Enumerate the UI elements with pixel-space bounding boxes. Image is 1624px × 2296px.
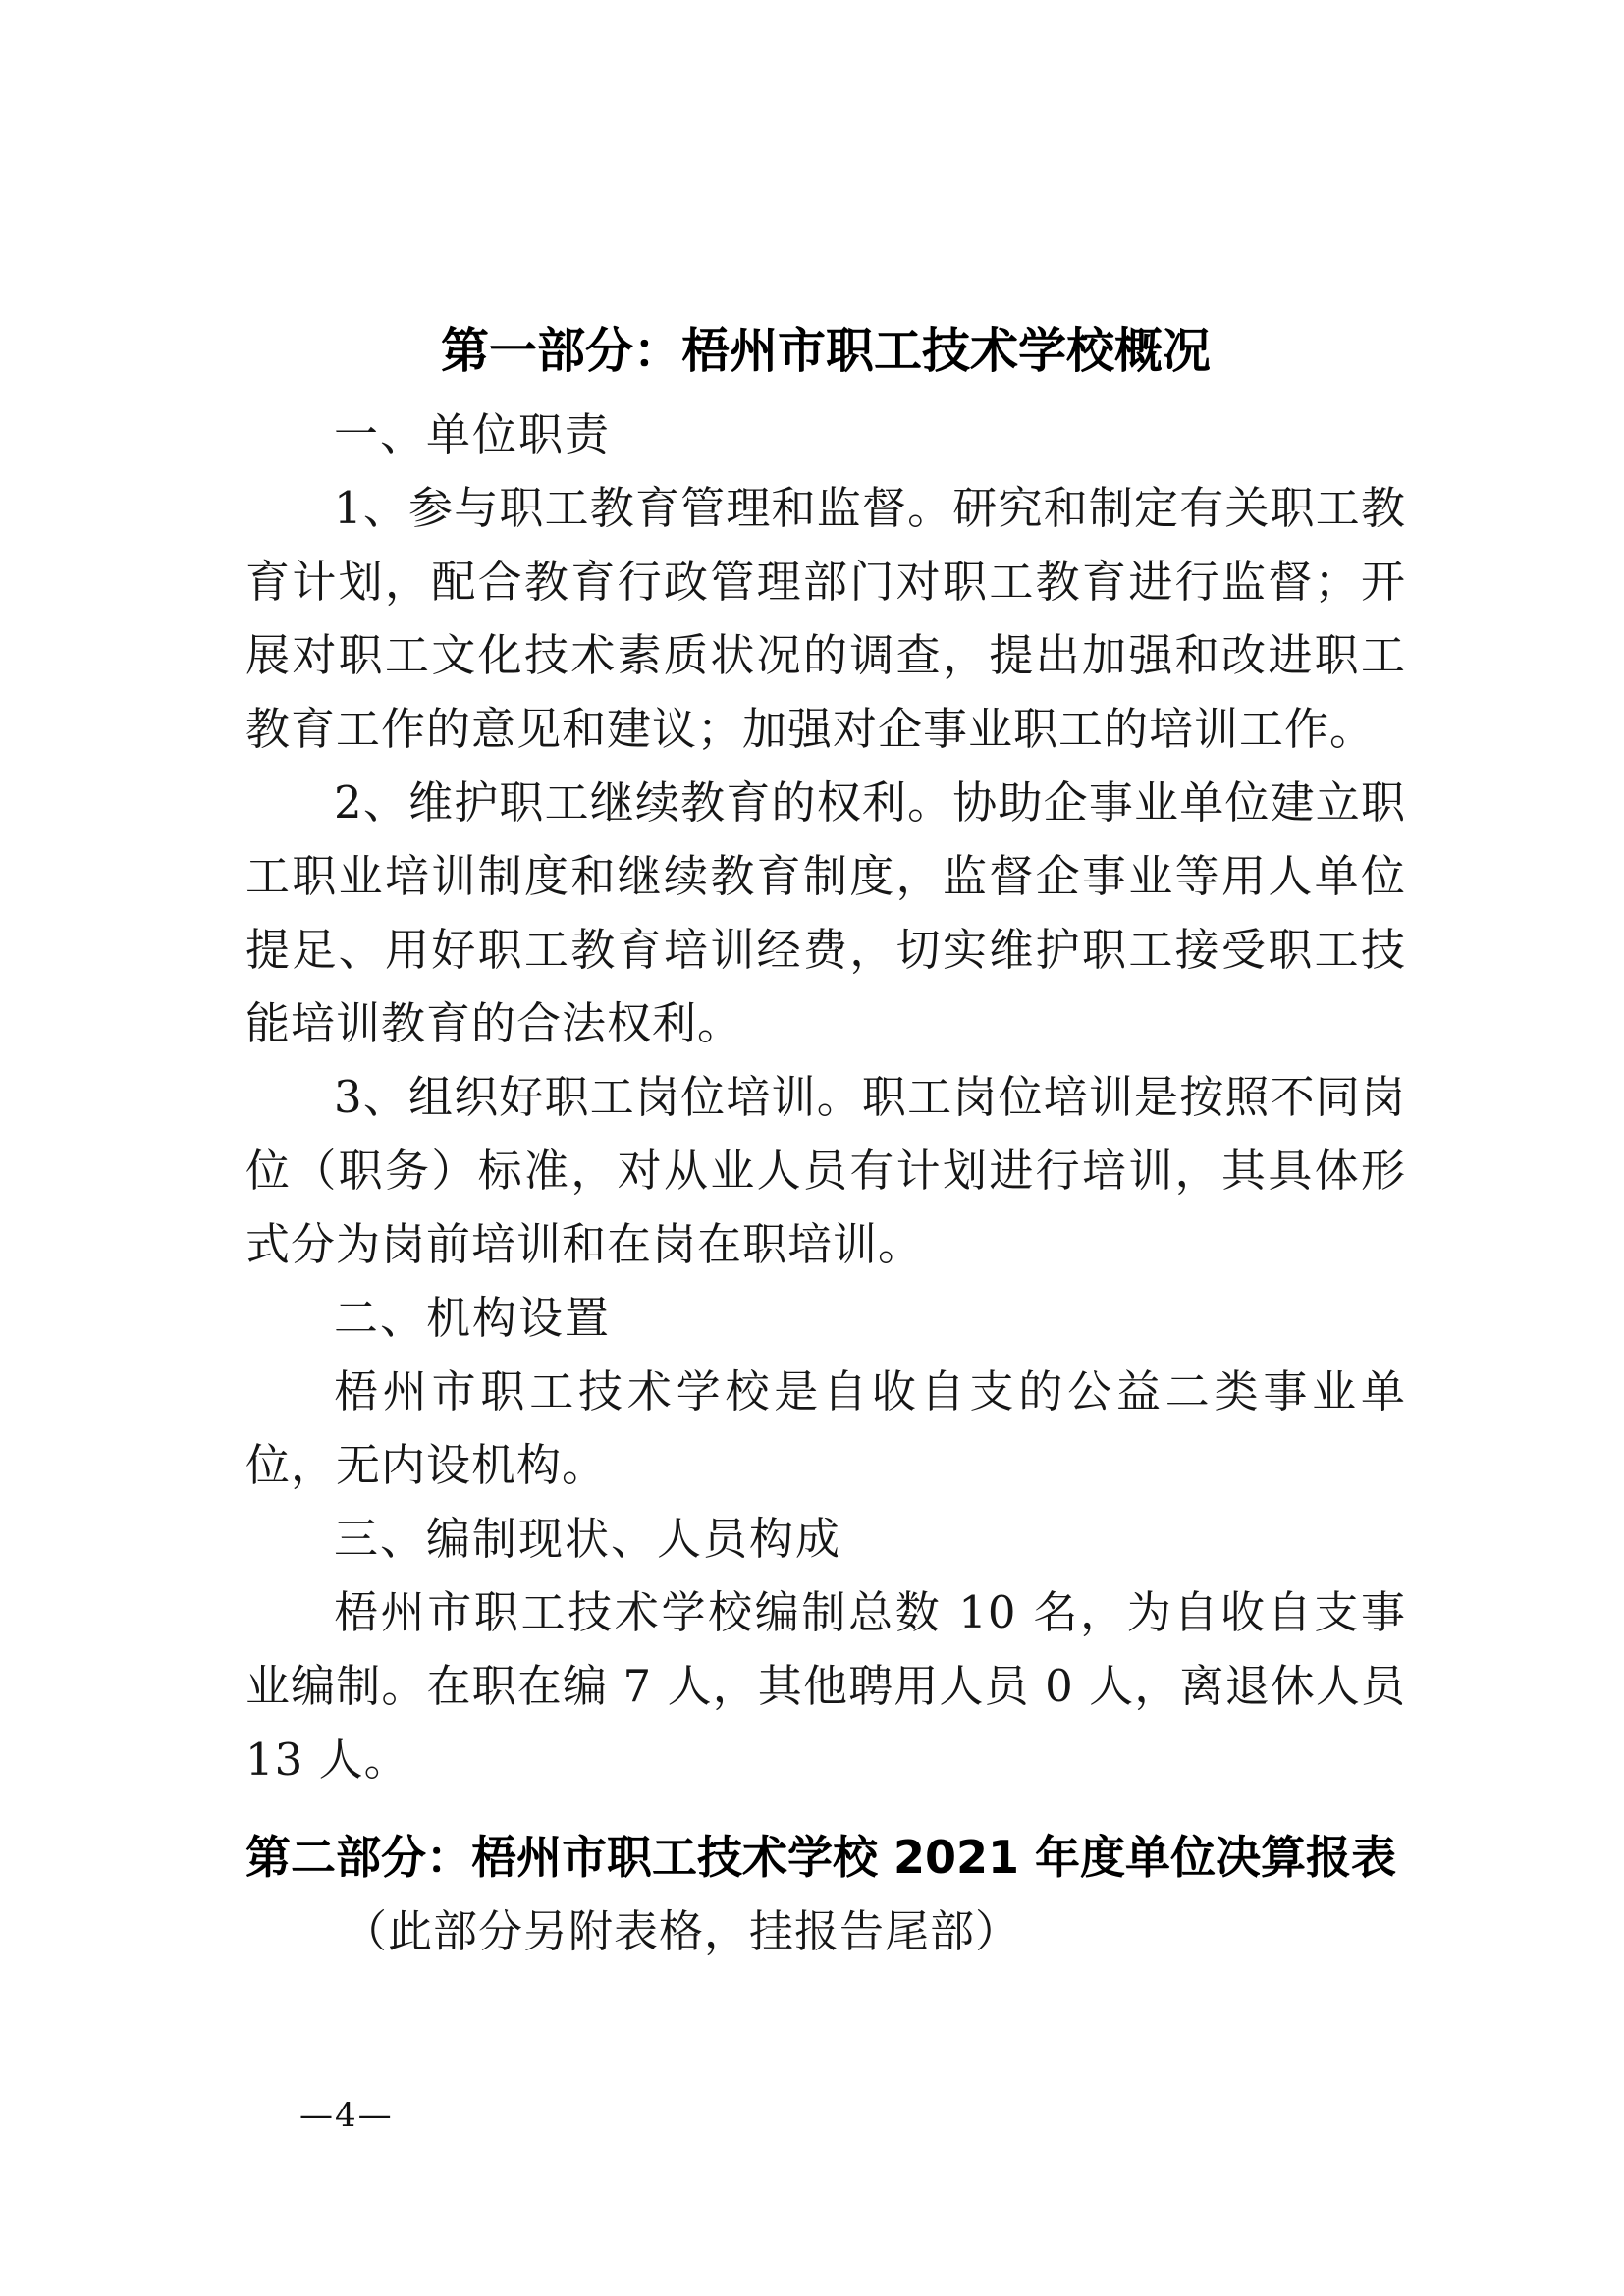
- document-content: [245, 304, 1406, 1968]
- part1-sub3-heading: 三、编制现状、人员构成: [334, 1513, 842, 1565]
- part2-heading: 第二部分：梧州市职工技术学校 2021 年度单位决算报表: [245, 1831, 1397, 1884]
- part2-note: （此部分另附表格，挂报告尾部）: [343, 1905, 1021, 1957]
- part1-sub1-heading: 一、单位职责: [334, 408, 612, 460]
- part1-sub3-paragraph-1: 梧州市职工技术学校编制总数 10 名，为自收自支事业编制。在职在编 7 人，其他聘用人员 0 人，离退休人员 13 人。: [245, 1586, 1406, 1786]
- part1-sub2-heading: 二、机构设置: [334, 1292, 612, 1344]
- part1-sub1-paragraph-1: 1、参与职工教育管理和监督。研究和制定有关职工教育计划，配合教育行政管理部门对职工教育进行监督；开展对职工文化技术素质状况的调查，提出加强和改进职工教育工作的意见和建议；加强对企事业职工的培训工作。: [245, 482, 1406, 755]
- part1-sub1-paragraph-2: 2、维护职工继续教育的权利。协助企事业单位建立职工职业培训制度和继续教育制度，监督企事业等用人单位提足、用好职工教育培训经费，切实维护职工接受职工技能培训教育的合法权利。: [245, 776, 1406, 1049]
- part1-sub2-paragraph-1: 梧州市职工技术学校是自收自支的公益二类事业单位，无内设机构。: [245, 1365, 1406, 1491]
- page-number: —4—: [299, 2096, 394, 2135]
- part1-heading: 第一部分：梧州市职工技术学校概况: [440, 323, 1211, 379]
- part1-sub1-paragraph-3: 3、组织好职工岗位培训。职工岗位培训是按照不同岗位（职务）标准，对从业人员有计划进行培训，其具体形式分为岗前培训和在岗在职培训。: [245, 1071, 1406, 1270]
